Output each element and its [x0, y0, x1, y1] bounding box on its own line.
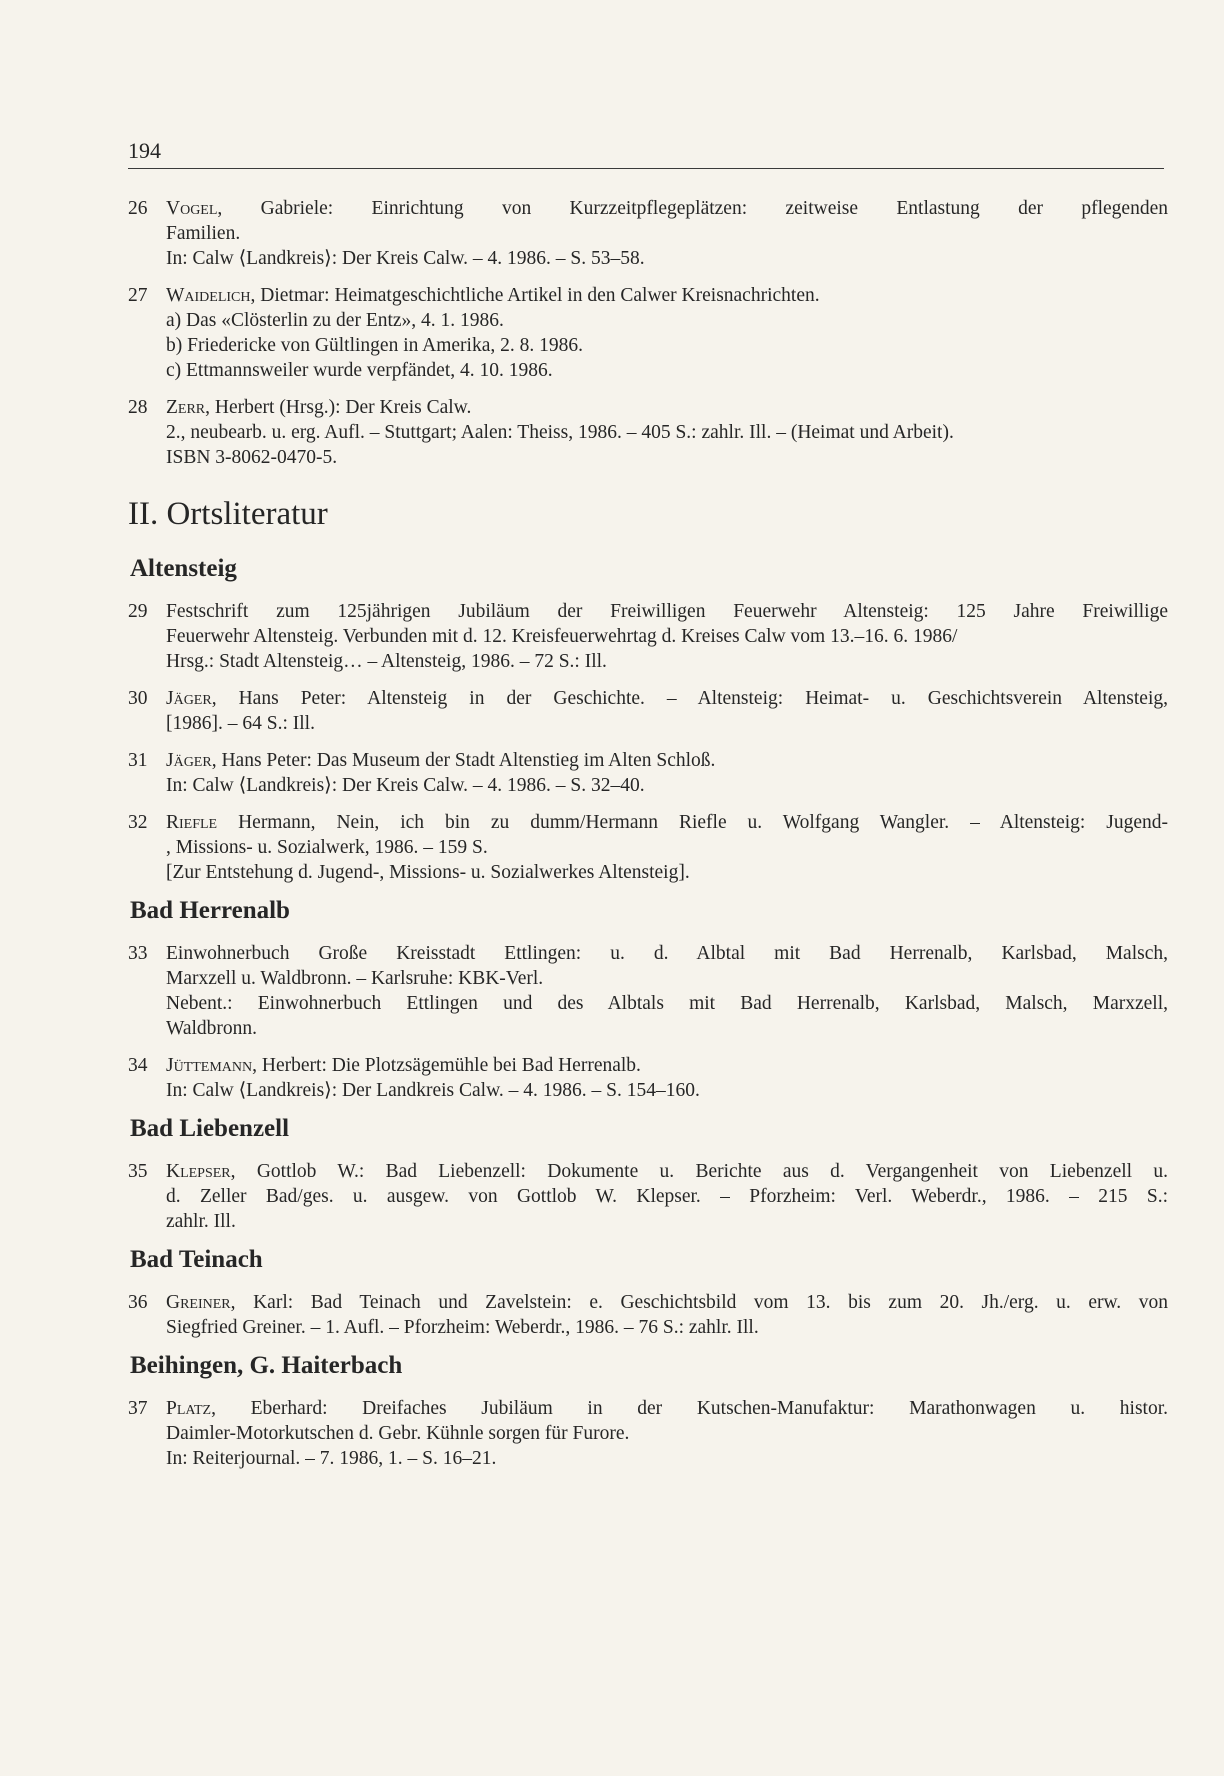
entry-line: Einwohnerbuch Große Kreisstadt Ettlingen: u. d. Albtal mit Bad Herrenalb, Karlsbad, Malsch, [166, 943, 1168, 964]
entry-line: [Zur Entstehung d. Jugend-, Missions- u. Sozialwerkes Altensteig]. [166, 862, 690, 883]
author-name: Jüttemann [166, 1055, 253, 1076]
entry-27 [128, 283, 1168, 383]
entry-line: In: Reiterjournal. – 7. 1986, 1. – S. 16–21. [166, 1448, 497, 1469]
entry-number: 26 [128, 198, 148, 219]
place-heading-bad-liebenzell: Bad Liebenzell [130, 1115, 290, 1142]
entry-number: 35 [128, 1161, 148, 1182]
place-heading-bad-herrenalb: Bad Herrenalb [130, 897, 290, 924]
author-name: Riefle [166, 812, 218, 833]
entry-line: In: Calw ⟨Landkreis⟩: Der Kreis Calw. – 4. 1986. – S. 32–40. [166, 775, 645, 796]
entry-line: Daimler-Motorkutschen d. Gebr. Kühnle sorgen für Furore. [166, 1423, 630, 1444]
entry-30 [128, 686, 1168, 736]
entry-line [166, 1290, 1168, 1315]
author-name: Waidelich [166, 285, 251, 306]
entry-line: d. Zeller Bad/ges. u. ausgew. von Gottlob W. Klepser. – Pforzheim: Verl. Weberdr., 1986. – 215 S.: [166, 1186, 1168, 1207]
entry-33 [128, 941, 1168, 1041]
author-name: Jäger [166, 750, 212, 771]
entry-text: , Herbert (Hrsg.): Der Kreis Calw. [205, 397, 472, 418]
entry-number: 33 [128, 943, 148, 964]
entry-line: In: Calw ⟨Landkreis⟩: Der Landkreis Calw. – 4. 1986. – S. 154–160. [166, 1080, 700, 1101]
entry-text: , Herbert: Die Plotzsägemühle bei Bad Herrenalb. [252, 1055, 641, 1076]
entry-26 [128, 196, 1168, 271]
entry-34 [128, 1053, 1168, 1103]
entry-line [166, 686, 1168, 711]
entry-line: Festschrift zum 125jährigen Jubiläum der Freiwilligen Feuerwehr Altensteig: 125 Jahre Freiwillige [166, 601, 1168, 622]
author-name: Zerr [166, 397, 206, 418]
entry-line: [1986]. – 64 S.: Ill. [166, 713, 315, 734]
entry-line: Feuerwehr Altensteig. Verbunden mit d. 12. Kreisfeuerwehrtag d. Kreises Calw vom 13.–16. 6. 1986/ [166, 626, 958, 647]
entry-number: 31 [128, 750, 148, 771]
entry-line: Waldbronn. [166, 1018, 258, 1039]
entry-28 [128, 395, 1168, 470]
author-name: Vogel [166, 198, 218, 219]
header-rule [128, 168, 1164, 169]
place-heading-altensteig: Altensteig [130, 555, 237, 582]
entry-number: 34 [128, 1055, 148, 1076]
entry-number: 30 [128, 688, 148, 709]
page-number: 194 [128, 138, 161, 163]
entry-line [166, 1159, 1168, 1184]
entry-number: 28 [128, 397, 148, 418]
entry-number: 37 [128, 1398, 148, 1419]
entry-32 [128, 810, 1168, 885]
place-heading-bad-teinach: Bad Teinach [130, 1246, 263, 1273]
entry-number: 27 [128, 285, 148, 306]
author-name: Platz [166, 1398, 212, 1419]
entry-line [166, 810, 1168, 835]
entry-line: Nebent.: Einwohnerbuch Ettlingen und des Albtals mit Bad Herrenalb, Karlsbad, Malsch, Marxzell, [166, 993, 1168, 1014]
list-item: c) Ettmannsweiler wurde verpfändet, 4. 10. 1986. [166, 360, 553, 381]
entry-line: zahlr. Ill. [166, 1211, 236, 1232]
entry-line [166, 748, 1168, 773]
entry-36 [128, 1290, 1168, 1340]
entry-text: Hermann, Nein, ich bin zu dumm/Hermann Riefle u. Wolfgang Wangler. – Altensteig: Jugend- [217, 812, 1168, 833]
entry-31 [128, 748, 1168, 798]
entry-line: Hrsg.: Stadt Altensteig… – Altensteig, 1986. – 72 S.: Ill. [166, 651, 607, 672]
entry-35 [128, 1159, 1168, 1234]
entry-text: , Hans Peter: Das Museum der Stadt Altenstieg im Alten Schloß. [211, 750, 716, 771]
author-name: Klepser [166, 1161, 231, 1182]
entry-line [166, 283, 1168, 308]
entry-text: , Dietmar: Heimatgeschichtliche Artikel in den Calwer Kreisnachrichten. [250, 285, 820, 306]
entry-line [166, 1053, 1168, 1078]
entry-line: In: Calw ⟨Landkreis⟩: Der Kreis Calw. – 4. 1986. – S. 53–58. [166, 248, 645, 269]
author-name: Greiner [166, 1292, 231, 1313]
entry-29 [128, 599, 1168, 674]
entry-text: , Eberhard: Dreifaches Jubiläum in der Kutschen-Manufaktur: Marathonwagen u. histor. [211, 1398, 1168, 1419]
entry-37 [128, 1396, 1168, 1471]
entry-line [166, 196, 1168, 221]
list-item: a) Das «Clösterlin zu der Entz», 4. 1. 1986. [166, 310, 504, 331]
entry-number: 36 [128, 1292, 148, 1313]
entry-line: Siegfried Greiner. – 1. Aufl. – Pforzheim: Weberdr., 1986. – 76 S.: zahlr. Ill. [166, 1317, 759, 1338]
place-heading-beihingen: Beihingen, G. Haiterbach [130, 1352, 403, 1379]
entry-text: , Gabriele: Einrichtung von Kurzzeitpflegeplätzen: zeitweise Entlastung der pflegenden [217, 198, 1168, 219]
entry-line: 2., neubearb. u. erg. Aufl. – Stuttgart; Aalen: Theiss, 1986. – 405 S.: zahlr. Ill. – (Heimat und Arbeit). [166, 422, 954, 443]
section-title: II. Ortsliteratur [128, 496, 328, 532]
entry-number: 29 [128, 601, 148, 622]
entry-text: , Hans Peter: Altensteig in der Geschichte. – Altensteig: Heimat- u. Geschichtsverein Altensteig, [211, 688, 1168, 709]
entry-text: , Karl: Bad Teinach und Zavelstein: e. Geschichtsbild vom 13. bis zum 20. Jh./erg. u. erw. von [230, 1292, 1168, 1313]
entry-number: 32 [128, 812, 148, 833]
entry-line: , Missions- u. Sozialwerk, 1986. – 159 S. [166, 837, 488, 858]
entry-line: ISBN 3-8062-0470-5. [166, 447, 338, 468]
entry-text: , Gottlob W.: Bad Liebenzell: Dokumente u. Berichte aus d. Vergangenheit von Liebenzell u. [230, 1161, 1168, 1182]
list-item: b) Friedericke von Gültlingen in Amerika, 2. 8. 1986. [166, 335, 584, 356]
entry-line [166, 1396, 1168, 1421]
entry-line: Marxzell u. Waldbronn. – Karlsruhe: KBK-Verl. [166, 968, 544, 989]
entry-line [166, 395, 1168, 420]
author-name: Jäger [166, 688, 212, 709]
entry-line: Familien. [166, 223, 241, 244]
bibliography-content [128, 196, 1168, 1483]
